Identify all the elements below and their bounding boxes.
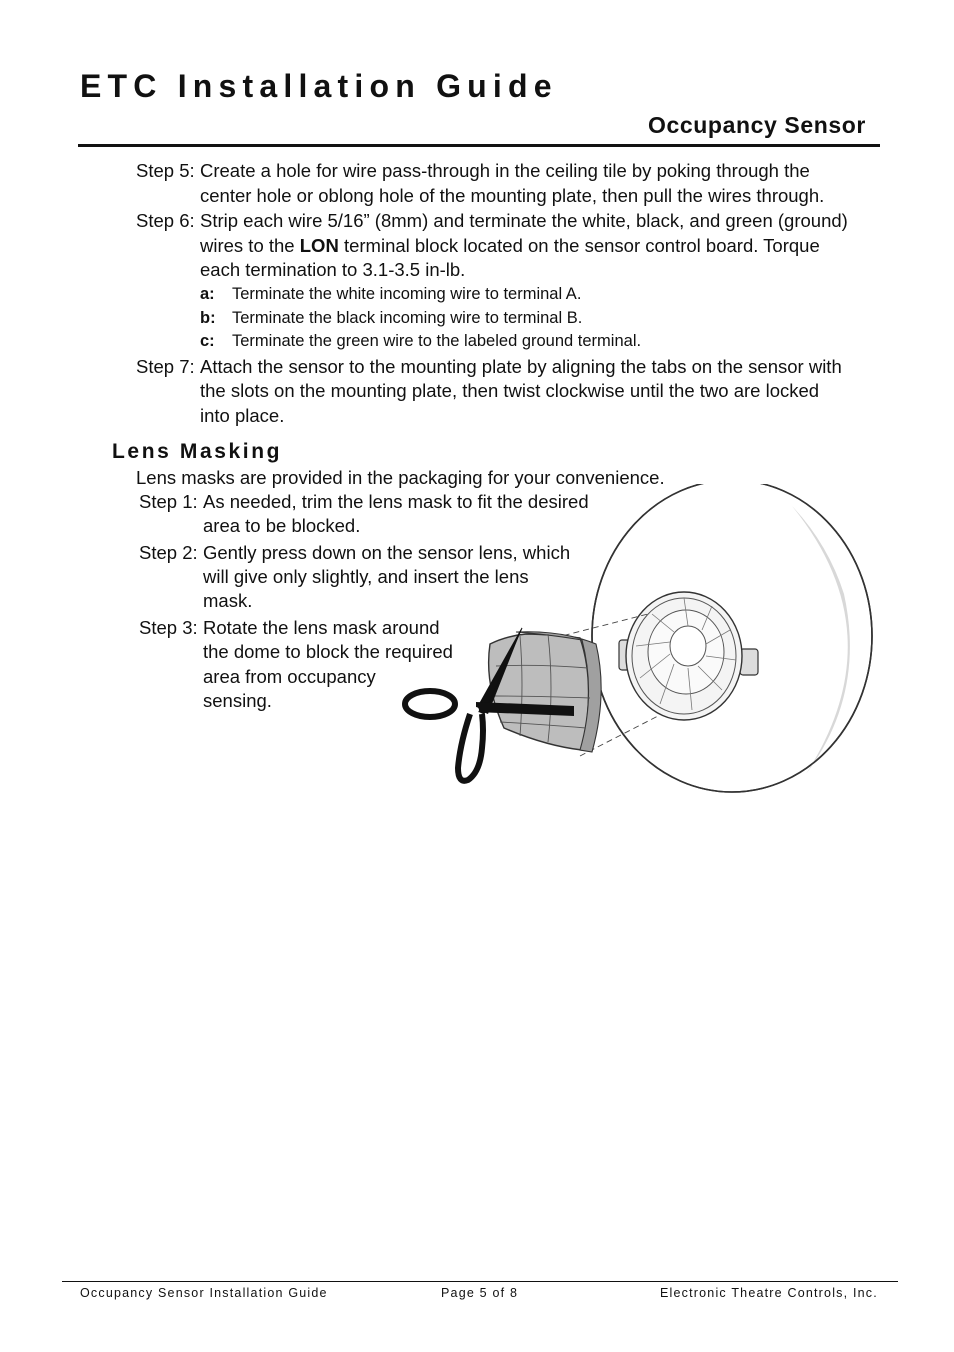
step-text-line: will give only slightly, and insert the lens <box>203 566 529 587</box>
step-label: Step 3: <box>139 617 198 638</box>
step-text-fragment: terminal block located on the sensor control board. Torque <box>338 235 820 256</box>
step-text-line: the slots on the mounting plate, then twist clockwise until the two are locked <box>200 380 820 401</box>
step-text-line: Strip each wire 5/16” (8mm) and terminate the white, black, and green (ground) <box>200 210 848 231</box>
footer-rule <box>62 1281 898 1282</box>
substep-text: Terminate the green wire to the labeled ground terminal. <box>232 332 642 350</box>
substep-text: Terminate the black incoming wire to terminal B. <box>232 309 583 327</box>
sensor-dome-icon <box>554 484 872 792</box>
step-text-line: the dome to block the required <box>203 641 453 662</box>
step-label: Step 5: <box>136 160 195 181</box>
substep-label: a: <box>200 285 215 303</box>
substep-label: c: <box>200 332 215 350</box>
lon-term: LON <box>299 235 339 256</box>
section-intro: Lens masks are provided in the packaging for your convenience. <box>136 467 665 488</box>
footer-doc-name: Occupancy Sensor Installation Guide <box>80 1286 328 1300</box>
step-label: Step 7: <box>136 356 195 377</box>
step-text-line: area from occupancy <box>203 666 376 687</box>
footer-company: Electronic Theatre Controls, Inc. <box>660 1286 878 1300</box>
lens-mask-illustration <box>396 484 876 796</box>
step-text-line: sensing. <box>203 690 272 711</box>
step-label: Step 1: <box>139 491 198 512</box>
step-label: Step 2: <box>139 542 198 563</box>
step-text-line: Rotate the lens mask around <box>203 617 440 638</box>
step-text-line: mask. <box>203 590 253 611</box>
step-text-line: area to be blocked. <box>203 515 361 536</box>
step-text-line: Gently press down on the sensor lens, which <box>203 542 571 563</box>
page-title: ETC Installation Guide <box>80 68 558 104</box>
substep-text: Terminate the white incoming wire to terminal A. <box>232 285 582 303</box>
step-text-fragment: wires to the <box>200 235 300 256</box>
step-label: Step 6: <box>136 210 195 231</box>
section-heading-lens-masking: Lens Masking <box>112 440 283 463</box>
step-text-line: each termination to 3.1-3.5 in-lb. <box>200 259 466 280</box>
step-text-line: As needed, trim the lens mask to fit the desired <box>203 491 589 512</box>
step-text-line: Attach the sensor to the mounting plate by aligning the tabs on the sensor with <box>200 356 842 377</box>
step-text-line: Create a hole for wire pass-through in the ceiling tile by poking through the <box>200 160 810 181</box>
step-text-line <box>200 234 820 259</box>
page-subtitle: Occupancy Sensor <box>648 112 866 138</box>
footer-page-number: Page 5 of 8 <box>441 1286 519 1300</box>
header-rule <box>78 144 880 147</box>
substep-label: b: <box>200 309 216 327</box>
lens-mask-icon <box>489 632 602 752</box>
step-text-line: center hole or oblong hole of the mounting plate, then pull the wires through. <box>200 185 825 206</box>
step-text-line: into place. <box>200 405 285 426</box>
